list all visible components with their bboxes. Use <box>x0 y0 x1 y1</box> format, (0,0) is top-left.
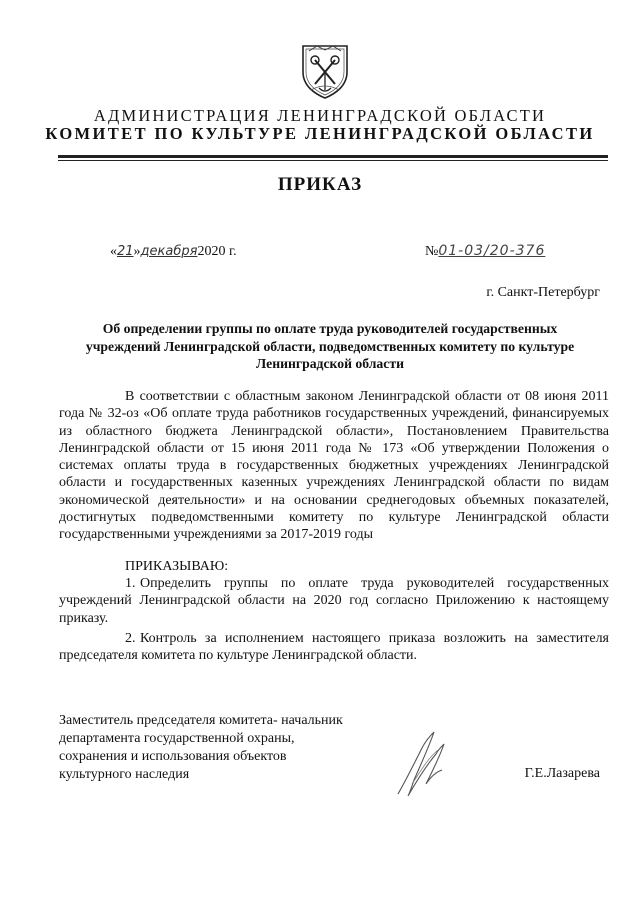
coat-of-arms-emblem <box>297 42 353 100</box>
position-line: сохранения и использования объектов <box>59 749 287 764</box>
position-line: Заместитель председателя комитета- начальник <box>59 713 343 728</box>
order-heading: Об определении группы по оплате труда руководителей государственных учреждений Ленинградской области, подведомственных комитету по культуре Ленинградской области <box>85 321 575 371</box>
date-year: 2020 г. <box>197 244 237 259</box>
item-number: 2. <box>125 631 136 646</box>
order-number <box>425 243 545 260</box>
organization-line-2: КОМИТЕТ ПО КУЛЬТУРЕ ЛЕНИНГРАДСКОЙ ОБЛАСТИ <box>45 124 595 143</box>
organization-line-1: АДМИНИСТРАЦИЯ ЛЕНИНГРАДСКОЙ ОБЛАСТИ <box>93 106 547 125</box>
position-line: департамента государственной охраны, <box>59 731 295 746</box>
preamble <box>59 388 609 544</box>
handwritten-signature <box>392 728 452 800</box>
number-sign: № <box>425 244 439 259</box>
preamble-text: В соответствии с областным законом Ленинградской области от 08 июня 2011 года № 32-оз «Об оплате труда работников государственных учреждений, финансируемых из областного бюджета Ленинградской области», Постановлением Правительства Ленинградской области от 15 июня 2011 года № 173 «Об утверждении Положения о системах оплаты труда в государственных бюджетных учреждениях Ленинградской области и государственных казенных учреждениях Ленинградской области по видам экономической деятельности» и на основании среднегодовых объемных показателей, достигнутых подведомственными комитету по культуре Ленинградской области государственными учреждениями за 2017-2019 годы <box>59 389 609 543</box>
item-number: 1. <box>125 576 136 591</box>
position-line: культурного наследия <box>59 767 190 782</box>
order-word: ПРИКАЗЫВАЮ: <box>125 559 229 574</box>
document-type-title: ПРИКАЗ <box>277 174 363 195</box>
order-date <box>110 244 237 260</box>
item-text: Определить группы по оплате труда руководителей государственных учреждений Ленинградской области на 2020 год согласно Приложению к настоящему приказу. <box>59 576 609 626</box>
item-text: Контроль за исполнением настоящего приказа возложить на заместителя председателя комитета по культуре Ленинградской области. <box>59 631 609 664</box>
order-item <box>59 630 609 665</box>
number-value: 01-03/20-376 <box>438 243 546 259</box>
header-rule-thick <box>58 155 608 158</box>
header-rule-thin <box>58 160 608 161</box>
signatory-name: Г.Е.Лазарева <box>524 766 600 781</box>
order-item <box>59 575 609 627</box>
signatory-position <box>59 712 343 784</box>
date-close-quote: » <box>133 244 141 259</box>
date-open-quote: « <box>110 244 117 259</box>
city: г. Санкт-Петербург <box>486 285 600 300</box>
date-day: 21 <box>117 244 134 259</box>
date-month: декабря <box>140 244 198 259</box>
